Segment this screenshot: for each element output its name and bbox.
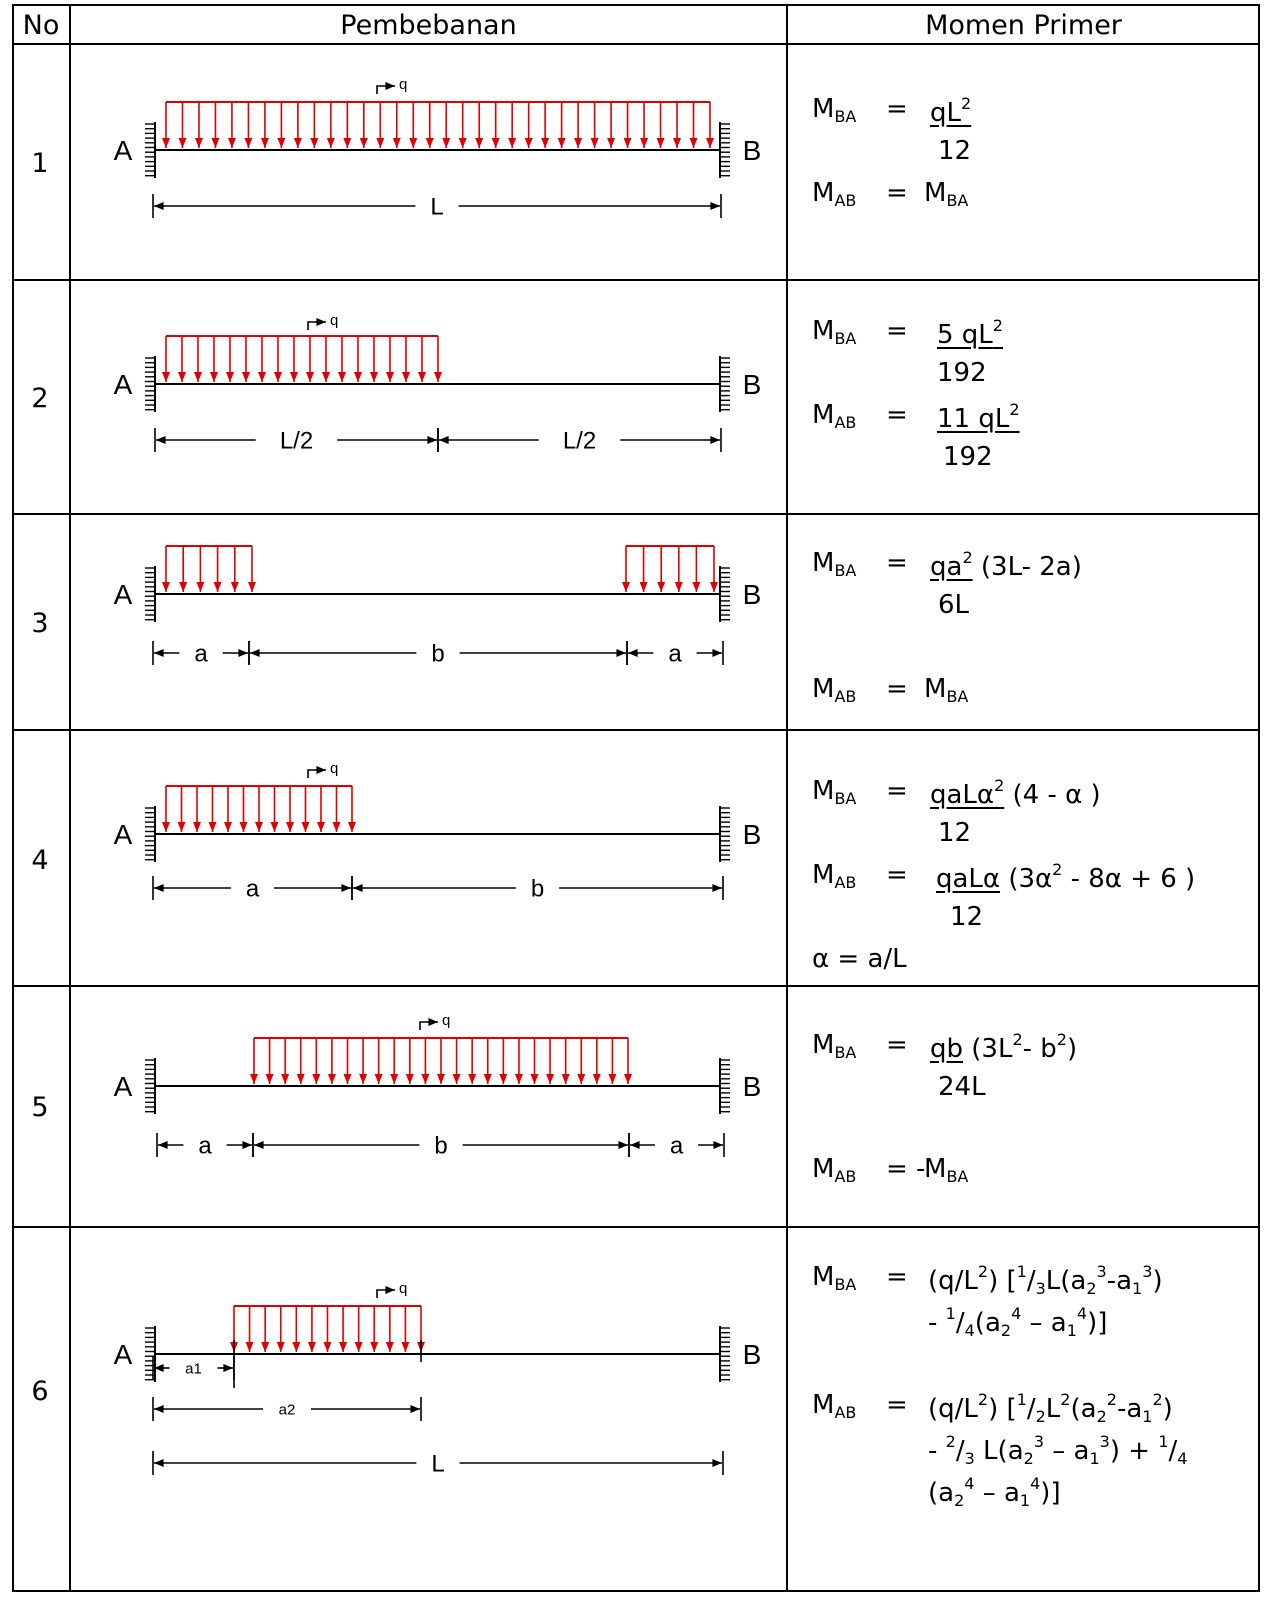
formula-part: =	[886, 674, 908, 704]
numerator-underlined	[930, 548, 973, 582]
dimension-l	[153, 1450, 723, 1477]
label-a: A	[113, 135, 133, 166]
dimension-label: b	[530, 875, 545, 903]
formula-part: 4	[1011, 1304, 1022, 1323]
formula-part: - b	[1022, 1034, 1057, 1064]
formula-part: -a	[1116, 1394, 1143, 1424]
row-2-mab-equals	[886, 402, 908, 428]
label-b: B	[742, 579, 762, 610]
dimension-label: b	[434, 1132, 448, 1160]
formula-part: – a	[1044, 1436, 1090, 1466]
formula-part: 4	[964, 1474, 975, 1493]
formula-part: 3	[1035, 1279, 1046, 1298]
load-row-5	[254, 1038, 628, 1084]
formula-part: qaLα	[930, 780, 995, 810]
row-6-mba-line-1	[928, 1264, 1163, 1297]
q-label: q	[442, 1012, 451, 1029]
formula-part: M	[812, 94, 835, 124]
formula-part: 1	[1132, 1279, 1143, 1298]
formula-part: M	[812, 1154, 835, 1184]
formula-part: 2	[1086, 1279, 1097, 1298]
label-b: B	[742, 819, 762, 850]
row-6-mab-equals	[886, 1392, 908, 1418]
formula-part: = -	[886, 1154, 926, 1184]
formula-part: =	[886, 860, 908, 890]
dimension-a-right	[627, 640, 723, 667]
formula-part: (4 - α )	[1004, 780, 1101, 810]
row-6-mba-equals	[886, 1264, 908, 1290]
dimension-label: a1	[185, 1360, 202, 1378]
formula-part: 12	[950, 902, 984, 932]
formula-part: M	[924, 178, 947, 208]
formula-part: 2	[1012, 1030, 1023, 1049]
formula-part: /	[955, 1436, 965, 1466]
formula-part: (a	[1070, 1394, 1097, 1424]
fixed-support-a	[145, 122, 155, 178]
dimension-label: L	[430, 193, 444, 221]
formula-part: M	[812, 1262, 835, 1292]
dimension-label: L/2	[562, 427, 597, 455]
formula-part: M	[812, 860, 835, 890]
q-label: q	[330, 312, 339, 329]
row-6-mba-lhs	[812, 1264, 856, 1293]
formula-part: 5 qL	[937, 320, 993, 350]
header-moment: Momen Primer	[925, 10, 1122, 41]
formula-part: /	[1026, 1394, 1036, 1424]
formula-part: 1	[1066, 1321, 1077, 1340]
row-6-number: 6	[31, 1376, 49, 1407]
formula-part: 2	[1052, 860, 1063, 879]
numerator-underlined	[930, 94, 972, 128]
row-6-mba-line-2	[928, 1306, 1107, 1339]
header-loading: Pembebanan	[340, 10, 517, 41]
formula-part: =	[886, 178, 908, 208]
row-2-mab-numerator	[937, 402, 1020, 432]
row-3-mba-lhs	[812, 550, 856, 579]
formula-part: (q/L	[928, 1266, 978, 1296]
dimension-a1	[153, 1356, 234, 1380]
formula-part: BA	[946, 191, 969, 210]
row-1-mab-equals	[886, 180, 908, 206]
numerator-underlined	[937, 400, 1020, 434]
load-row-4	[166, 786, 352, 832]
row-2-mab-lhs	[812, 402, 856, 431]
formula-part: 2	[977, 1262, 989, 1281]
fixed-support-b	[720, 806, 730, 862]
formula-part: 4	[964, 1321, 975, 1340]
load-row-1	[166, 102, 710, 148]
formula-part: 6L	[938, 590, 970, 620]
row-4-mba-equals	[886, 778, 908, 804]
formula-part: 24L	[938, 1072, 986, 1102]
formula-part: 2	[945, 1432, 956, 1451]
formula-part: – a	[974, 1478, 1020, 1508]
row-4-mba-lhs	[812, 778, 856, 807]
formula-part: M	[812, 1030, 835, 1060]
row-2-mab-denominator	[943, 444, 993, 470]
formula-part: )	[1066, 1034, 1078, 1064]
formula-part: qL	[930, 98, 961, 128]
dimension-a	[153, 875, 352, 902]
formula-part: BA	[834, 1275, 857, 1294]
formula-part: -	[928, 1308, 946, 1338]
fixed-support-a	[145, 1058, 155, 1114]
fixed-support-b	[720, 356, 730, 412]
formula-part: 1	[1142, 1407, 1153, 1426]
row-5-mba-numerator	[930, 1032, 1077, 1062]
load-row-3-right	[626, 546, 714, 592]
formula-part: 3	[1033, 1432, 1044, 1451]
formula-part: ) +	[1109, 1436, 1159, 1466]
row-3-number: 3	[31, 608, 49, 639]
dimension-label: a	[194, 640, 208, 668]
formula-part: 192	[943, 442, 993, 472]
formula-part: L(a	[974, 1436, 1024, 1466]
dimension-label: a	[669, 1132, 684, 1160]
q-label: q	[330, 760, 339, 777]
dimension-b	[352, 875, 723, 902]
row-6-mab-lhs	[812, 1392, 856, 1421]
formula-part: 3	[964, 1449, 975, 1468]
label-a: A	[113, 1339, 133, 1370]
dimension-label: L/2	[279, 427, 314, 455]
formula-part: BA	[834, 789, 857, 808]
formula-part: 2	[1056, 1030, 1067, 1049]
formula-part: AB	[834, 873, 857, 892]
dimension-half-2	[438, 427, 721, 454]
numerator-underlined	[936, 864, 1000, 894]
formula-part: 1	[945, 1304, 956, 1323]
row-1-mba-lhs	[812, 96, 856, 125]
formula-part: BA	[834, 1043, 857, 1062]
numerator-underlined	[930, 776, 1005, 810]
formula-part: 2	[1035, 1407, 1046, 1426]
formula-part: AB	[834, 413, 857, 432]
dimension-half-1	[155, 427, 438, 454]
dimension-label: a	[668, 640, 682, 668]
load-row-3-left	[166, 546, 252, 592]
q-symbol	[308, 312, 338, 330]
row-4-alpha-note	[812, 946, 907, 972]
numerator-underlined	[937, 316, 1003, 350]
formula-part: -	[928, 1436, 946, 1466]
row-1-mab-lhs	[812, 180, 856, 209]
formula-part: 3	[1099, 1432, 1110, 1451]
row-6-mab-line-2	[928, 1434, 1187, 1467]
q-symbol	[377, 1280, 407, 1298]
formula-part: 12	[938, 136, 972, 166]
formula-part: AB	[834, 1167, 857, 1186]
formula-part: 1	[1016, 1390, 1027, 1409]
label-a: A	[113, 579, 133, 610]
formula-part: M	[812, 316, 835, 346]
row-2-mba-denominator	[937, 360, 987, 386]
row-6-mab-line-1	[928, 1392, 1173, 1425]
formula-part: )]	[1040, 1478, 1061, 1508]
label-b: B	[742, 369, 762, 400]
formula-part: (3L- 2a)	[972, 552, 1082, 582]
row-5-mba-lhs	[812, 1032, 856, 1061]
row-4-number: 4	[31, 845, 49, 876]
formula-part: L(a	[1045, 1266, 1087, 1296]
formula-part: BA	[946, 1167, 969, 1186]
q-symbol	[308, 760, 338, 778]
formula-part: 2	[1096, 1407, 1107, 1426]
label-a: A	[113, 1071, 133, 1102]
row-2-mba-numerator	[937, 318, 1003, 348]
formula-part: 2	[977, 1390, 989, 1409]
formula-part: AB	[834, 1403, 857, 1422]
formula-part: BA	[946, 687, 969, 706]
formula-part: 1	[1158, 1432, 1169, 1451]
fixed-support-a	[145, 806, 155, 862]
formula-part: 192	[937, 358, 987, 388]
formula-part: 2	[1000, 1321, 1012, 1340]
formula-part: =	[886, 1030, 908, 1060]
formula-part: AB	[834, 687, 857, 706]
row-4-mab-lhs	[812, 862, 856, 891]
formula-part: BA	[834, 107, 857, 126]
formula-part: M	[812, 1390, 835, 1420]
formula-part: qaLα	[936, 864, 1001, 894]
formula-part: qb	[930, 1034, 964, 1064]
formula-part: 2	[992, 316, 1003, 335]
dimension-label: b	[431, 640, 445, 668]
formula-part: (q/L	[928, 1394, 978, 1424]
formula-part: -a	[1106, 1266, 1133, 1296]
formula-part: ) [	[988, 1266, 1017, 1296]
dimension-a-right	[629, 1132, 724, 1159]
formula-part: 2	[954, 1491, 965, 1510]
label-b: B	[742, 135, 762, 166]
row-1-number: 1	[31, 148, 49, 179]
label-b: B	[742, 1071, 762, 1102]
row-3-mba-equals	[886, 550, 908, 576]
row-5-mba-equals	[886, 1032, 908, 1058]
formula-part: 12	[938, 818, 972, 848]
label-b: B	[742, 1339, 762, 1370]
formula-part: 2	[962, 548, 973, 567]
formula-part: BA	[834, 329, 857, 348]
formula-part: 1	[1089, 1449, 1100, 1468]
label-a: A	[113, 819, 133, 850]
label-a: A	[113, 369, 133, 400]
row-3-mba-denominator	[938, 592, 969, 618]
row-4-mab-denominator	[950, 904, 983, 930]
row-5-mba-denominator	[938, 1074, 986, 1100]
row-6-mab-line-3	[928, 1476, 1061, 1509]
formula-part: AB	[834, 191, 857, 210]
formula-part: /	[1168, 1436, 1178, 1466]
dimension-a-left	[153, 640, 249, 667]
load-row-6	[234, 1306, 421, 1352]
row-1-mba-numerator	[930, 96, 971, 126]
formula-part: M	[812, 178, 835, 208]
formula-part: M	[812, 776, 835, 806]
formula-part: M	[924, 1154, 947, 1184]
formula-part: (a	[928, 1478, 955, 1508]
dimension-a2	[153, 1397, 421, 1421]
row-3-mab-lhs	[812, 676, 856, 705]
formula-part: =	[886, 316, 908, 346]
row-3-mab-rhs	[924, 676, 968, 705]
row-5-mab-equals	[886, 1156, 925, 1182]
row-5-mab-rhs	[924, 1156, 968, 1185]
formula-part: =	[886, 776, 908, 806]
dimension-label: L	[431, 1450, 445, 1478]
dimension-a-left	[157, 1132, 253, 1159]
row-3-mab-equals	[886, 676, 908, 702]
formula-part: 2	[1152, 1390, 1163, 1409]
formula-part: 2	[961, 94, 972, 113]
q-label: q	[399, 1280, 408, 1297]
formula-part: (3L	[963, 1034, 1013, 1064]
row-4-mba-denominator	[938, 820, 971, 846]
formula-part: )	[1162, 1394, 1173, 1424]
row-4-mab-equals	[886, 862, 908, 888]
formula-part: 4	[1030, 1474, 1041, 1493]
row-5-mab-lhs	[812, 1156, 856, 1185]
formula-part: 2	[1060, 1390, 1071, 1409]
formula-part: M	[812, 674, 835, 704]
q-symbol	[377, 76, 407, 94]
formula-part: M	[812, 400, 835, 430]
fixed-support-b	[720, 1326, 730, 1382]
formula-part: 2	[1106, 1390, 1117, 1409]
formula-part: =	[886, 94, 908, 124]
fixed-support-b	[720, 566, 730, 622]
formula-part: /	[955, 1308, 965, 1338]
dimension-l	[153, 193, 721, 220]
header-no: No	[22, 10, 60, 41]
formula-part: 3	[1142, 1262, 1153, 1281]
formula-part: )	[1152, 1266, 1163, 1296]
load-row-2	[166, 336, 438, 382]
fixed-support-b	[720, 1058, 730, 1114]
formula-part: (3α	[1000, 864, 1053, 894]
formula-part: 11 qL	[937, 404, 1010, 434]
formula-part: 2	[1009, 400, 1020, 419]
formula-part: – a	[1021, 1308, 1067, 1338]
row-2-number: 2	[31, 383, 49, 414]
dimension-b	[249, 640, 627, 667]
q-symbol	[420, 1012, 450, 1030]
formula-part: M	[812, 548, 835, 578]
formula-part: - 8α + 6 )	[1062, 864, 1196, 894]
formula-part: 3	[1096, 1262, 1107, 1281]
formula-part: (a	[974, 1308, 1001, 1338]
formula-part: 2	[1023, 1449, 1034, 1468]
formula-part: =	[886, 1390, 908, 1420]
formula-part: 1	[1016, 1262, 1027, 1281]
q-label: q	[399, 76, 408, 93]
row-2-mba-equals	[886, 318, 908, 344]
fixed-support-a	[145, 356, 155, 412]
row-4-mba-numerator	[930, 778, 1101, 808]
formula-part: =	[886, 400, 908, 430]
row-1-mba-equals	[886, 96, 908, 122]
formula-part: L	[1045, 1394, 1061, 1424]
formula-part: =	[886, 548, 908, 578]
row-3-mba-numerator	[930, 550, 1082, 580]
formula-part: /	[1026, 1266, 1036, 1296]
formula-part: )]	[1087, 1308, 1108, 1338]
formula-part: ) [	[988, 1394, 1017, 1424]
formula-part: 2	[994, 776, 1005, 795]
formula-part: =	[886, 1262, 908, 1292]
row-4-mab-numerator	[936, 862, 1195, 892]
dimension-label: a2	[278, 1401, 296, 1419]
formula-part: BA	[834, 561, 857, 580]
fixed-support-a	[145, 566, 155, 622]
formula-part: 1	[1019, 1491, 1031, 1510]
formula-part: M	[924, 674, 947, 704]
fixed-support-b	[720, 122, 730, 178]
formula-part: qa	[930, 552, 963, 582]
dimension-b	[253, 1132, 629, 1159]
dimension-label: a	[245, 875, 260, 903]
dimension-label: a	[198, 1132, 212, 1160]
row-1-mab-rhs	[924, 180, 968, 209]
row-2-mba-lhs	[812, 318, 856, 347]
formula-part: 4	[1076, 1304, 1088, 1323]
formula-part: α = a/L	[812, 944, 907, 974]
numerator-underlined	[930, 1034, 963, 1064]
row-5-number: 5	[31, 1092, 49, 1123]
row-1-mba-denominator	[938, 138, 971, 164]
formula-part: 4	[1177, 1449, 1188, 1468]
